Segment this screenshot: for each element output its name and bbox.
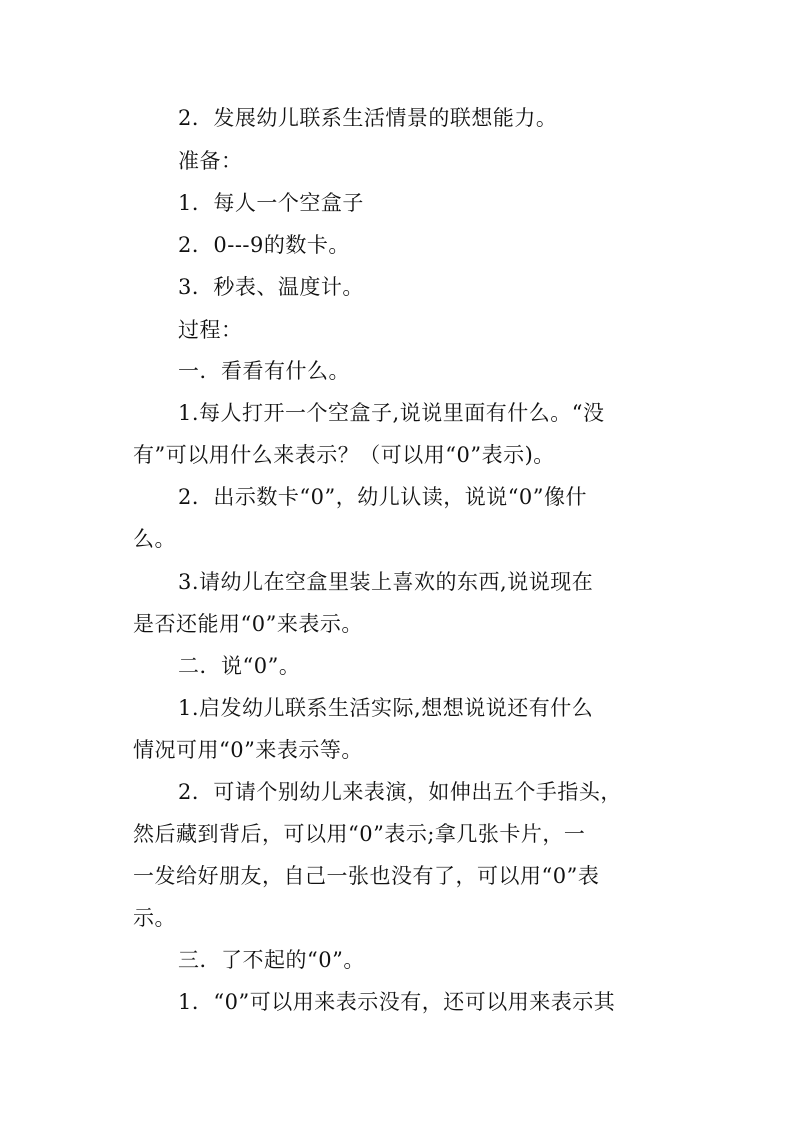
section-heading-process: 过程： [178,318,243,342]
text-line: 一发给好朋友，自己一张也没有了，可以用“0”表 [133,864,600,888]
text-line: 1.启发幼儿联系生活实际,想想说说还有什么 [178,696,594,720]
section-heading-two: 二．说“0”。 [178,654,301,678]
text-line: 示。 [133,906,176,930]
section-heading-three: 三．了不起的“0”。 [178,948,365,972]
text-line: 1．“0”可以用来表示没有，还可以用来表示其 [178,990,616,1014]
section-heading-preparation: 准备： [178,149,243,173]
section-heading-one: 一．看看有什么。 [178,359,350,383]
text-line: 2．出示数卡“0”，幼儿认读，说说“0”像什 [178,485,588,509]
text-line: 1.每人打开一个空盒子,说说里面有什么。“没 [178,401,605,425]
text-line: 2．可请个别幼儿来表演，如伸出五个手指头， [178,780,622,804]
text-line: 么。 [133,527,176,551]
text-line: 2．0---9的数卡。 [178,233,350,257]
text-line: 1．每人一个空盒子 [178,191,364,215]
text-line: 有”可以用什么来表示？（可以用“0”表示)。 [133,443,555,467]
text-line: 情况可用“0”来表示等。 [133,738,363,762]
text-line: 然后藏到背后，可以用“0”表示;拿几张卡片，一 [133,822,586,846]
text-line: 3．秒表、温度计。 [178,275,364,299]
text-line: 3.请幼儿在空盒里装上喜欢的东西,说说现在 [178,570,594,594]
text-line: 是否还能用“0”来表示。 [133,612,363,636]
text-line: 2．发展幼儿联系生活情景的联想能力。 [178,106,558,130]
